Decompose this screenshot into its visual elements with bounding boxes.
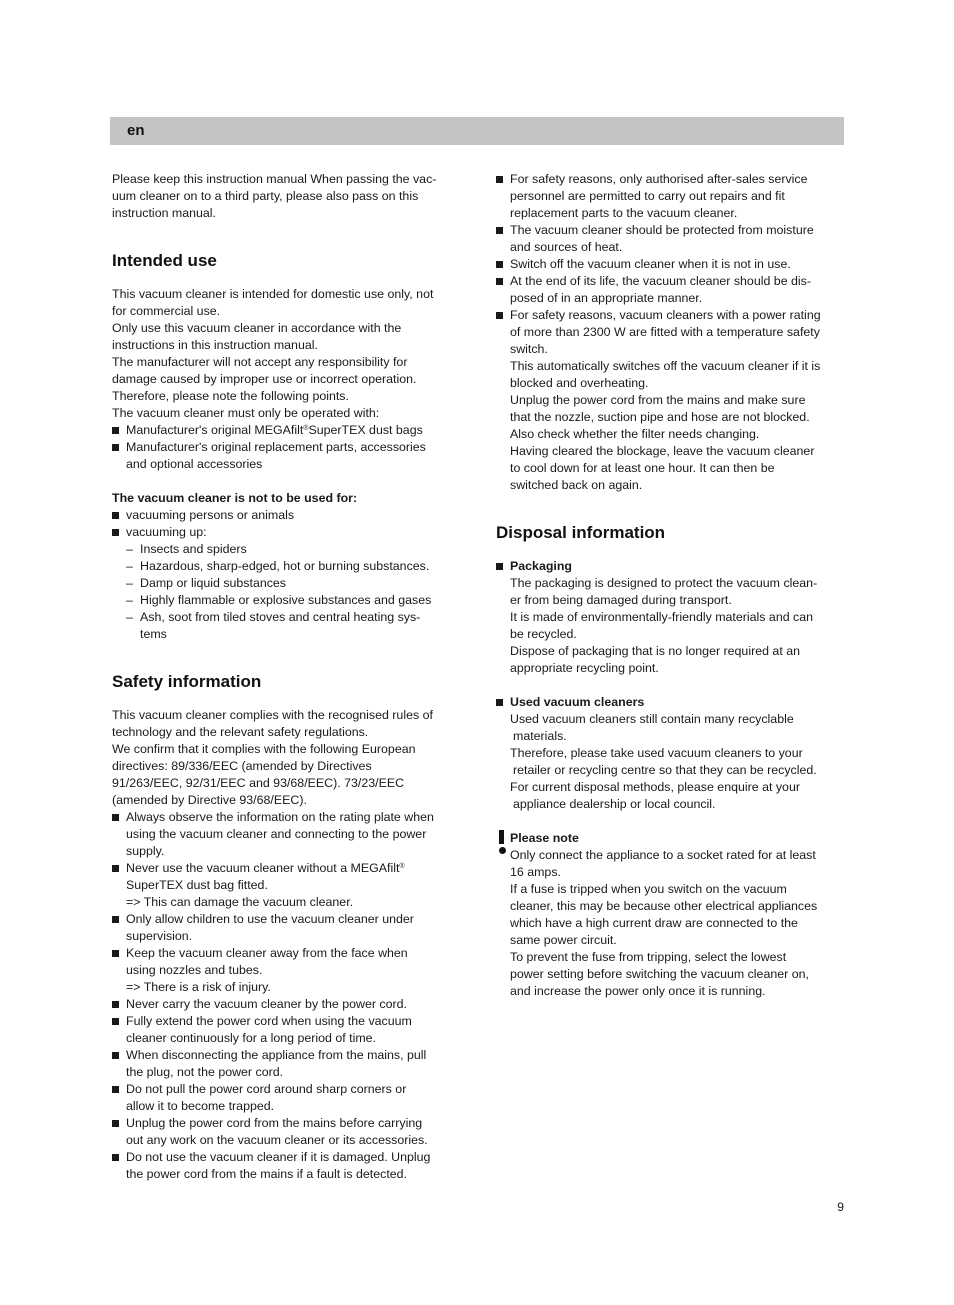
used-cleaners-heading: Used vacuum cleaners [496,694,846,711]
used-cleaners-section: Used vacuum cleaners Used vacuum cleaners still contain many recyclable materials. Therefore, please take used vacuum cleaners to your retailer or recycling centre so that they can be recycled. For current disposal methods, please enquire at your appliance dealership or local council. [496,694,846,813]
please-note-body: Only connect the appliance to a socket rated for at least 16 amps. If a fuse is tripped when you switch on the vacuum cleaner, this may be because other electrical appliances which have a high current draw are connected to the same power circuit. To prevent the fuse from tripping, select the lowest power setting before switching the vacuum cleaner on, and increase the power only once it is running. [510,848,818,998]
list-item: Never carry the vacuum cleaner by the power cord. [112,996,462,1013]
list-item: vacuuming up: [112,524,462,541]
safety-body: This vacuum cleaner complies with the recognised rules of technology and the relevant safety regulations. We confirm that it complies with the following European directives: 89/336/EEC (amended by Directives 91/263/EEC, 92/31/EEC and 93/68/EEC). 73/23/EEC (amended by Directive 93/68/EEC). Always observe the information on the rating plate when using the vacuum cleaner and connecting to the power supply. Never use the vacuum cleaner without a MEGAfilt® SuperTEX dust bag fitted. => This can damage the vacuum cleaner. Only allow children to use the vacuum cleaner under supervision. Keep the vacuum cleaner away from the face when using nozzles and tubes. => There is a risk of injury. Never carry the vacuum cleaner by the power cord. Fully extend the power cord when using the vacuum cleaner continuously for a long period of time. When disconnecting the appliance from the mains, pull the plug, not the power cord. Do not pull the power cord around sharp corners or allow it to become trapped. Unplug the power cord from the mains before carrying out any work on the vacuum cleaner or its accessories. Do not use the vacuum cleaner if it is damaged. Unplug the power cord from the mains if a fault is detected. [112,707,462,1183]
dash-item: – Highly flammable or explosive substances and gases [112,592,462,609]
list-item: For safety reasons, vacuum cleaners with a power rating of more than 2300 W are fitted with a temperature safety switch. This automatically switches off the vacuum cleaner if it is blocked and overheating. Unplug the power cord from the mains and make sure that the nozzle, suction pipe and hose are not blocked. Also check whether the filter needs changing. Having cleared the blockage, leave the vacuum cleaner to cool down for at least one hour. It can then be switched back on again. [496,307,846,494]
list-item: Unplug the power cord from the mains before carrying out any work on the vacuum cleaner or its accessories. [112,1115,462,1149]
page-number: 9 [837,1200,844,1214]
packaging-section: Packaging The packaging is designed to protect the vacuum clean- er from being damaged during transport. It is made of environmentally-friendly materials and can be recycled. Dispose of packaging that is no longer required at an appropriate recycling point. [496,558,846,677]
list-item: Fully extend the power cord when using the vacuum cleaner continuously for a long period of time. [112,1013,462,1047]
language-code: en [127,122,145,139]
list-item: Manufacturer's original MEGAfilt®SuperTEX dust bags [112,422,462,439]
list-item: At the end of its life, the vacuum cleaner should be dis- posed of in an appropriate manner. [496,273,846,307]
intended-use-heading: Intended use [112,251,217,270]
list-item: Do not use the vacuum cleaner if it is damaged. Unplug the power cord from the mains if a fault is detected. [112,1149,462,1183]
please-note-section [496,830,846,1000]
dash-item: – Insects and spiders [112,541,462,558]
warning-exclamation-icon [498,830,504,854]
list-item: Only allow children to use the vacuum cleaner under supervision. [112,911,462,945]
list-item: vacuuming persons or animals [112,507,462,524]
dash-item: – Damp or liquid substances [112,575,462,592]
list-item: Manufacturer's original replacement parts, accessories and optional accessories [112,439,462,473]
disposal-heading: Disposal information [496,523,666,542]
dash-item: – Ash, soot from tiled stoves and central heating sys- tems [112,609,462,643]
dash-item: – Hazardous, sharp-edged, hot or burning substances. [112,558,462,575]
list-item: The vacuum cleaner should be protected from moisture and sources of heat. [496,222,846,256]
list-item: Always observe the information on the rating plate when using the vacuum cleaner and connecting to the power supply. [112,809,462,860]
list-item: For safety reasons, only authorised after-sales service personnel are permitted to carry out repairs and fit replacement parts to the vacuum cleaner. [496,171,846,222]
list-item: When disconnecting the appliance from the mains, pull the plug, not the power cord. [112,1047,462,1081]
list-item: Never use the vacuum cleaner without a MEGAfilt® SuperTEX dust bag fitted. => This can damage the vacuum cleaner. [112,860,462,911]
language-header-bar [110,117,844,145]
list-item: Switch off the vacuum cleaner when it is not in use. [496,256,846,273]
left-column [112,171,462,1183]
not-used-for-section [112,490,462,643]
not-used-heading: The vacuum cleaner is not to be used for: [112,491,358,505]
right-column [496,171,846,1000]
safety-heading: Safety information [112,672,262,691]
list-item: Keep the vacuum cleaner away from the face when using nozzles and tubes. => There is a risk of injury. [112,945,462,996]
intro-paragraph: Please keep this instruction manual When passing the vac- uum cleaner on to a third party, please also pass on this instruction manual. [112,172,437,220]
intended-use-body: This vacuum cleaner is intended for domestic use only, not for commercial use. Only use this vacuum cleaner in accordance with the instructions in this instruction manual. The manufacturer will not accept any responsibility for damage caused by improper use or incorrect operation. Therefore, please note the following points. The vacuum cleaner must only be operated with: Manufacturer's original MEGAfilt®SuperTEX dust bags Manufacturer's original replacement parts, accessories and optional accessories [112,286,462,473]
list-item: Do not pull the power cord around sharp corners or allow it to become trapped. [112,1081,462,1115]
please-note-heading: Please note [510,831,579,845]
packaging-heading: Packaging [496,558,846,575]
